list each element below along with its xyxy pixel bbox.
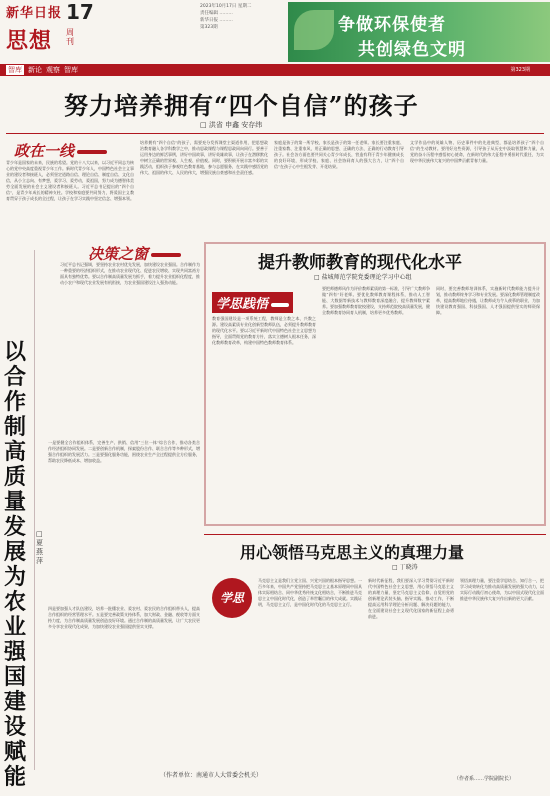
meta-line: 新华日报 ……… bbox=[200, 18, 233, 23]
nav-item[interactable]: 观察 bbox=[46, 66, 60, 74]
column-badge-label: 学思践悟 bbox=[216, 297, 269, 312]
section-nav bbox=[0, 64, 550, 76]
column-badge bbox=[14, 140, 107, 161]
badge-tail-icon bbox=[271, 303, 289, 307]
article1-col1: 青少年是国家的未来，民族的希望。党的十八大以来，以习近平同志为核心的党中央高度重视青少年工作。新时代青少年人，中国特色社会主义事业的建设者和接班人，必须坚定道路自信、理论自信、制度自信、文化自信，从小立志向、有梦想，爱学习、爱劳动，爱祖国，努力成为德智体美劳全面发展的社会主义建设者和接班人。习近平总书记提出的“四个自信”，是青少年成长的精神支柱。学校和家庭要共同努力，将爱国主义教育贯穿于孩子成长的全过程，让孩子在学习实践中坚定信念、增强本领。 bbox=[6, 160, 134, 201]
section-name: 思想 bbox=[6, 28, 53, 54]
article3-col3: 领悟真理力量，要注重学思结合、知行合一，把学习成效转化为推动高质量发展的强大动力，以实际行动践行初心使命，为以中国式现代化全面推进中华民族伟大复兴作出新的更大贡献。 bbox=[460, 578, 544, 601]
article1-col2: 培养拥有“四个自信”的孩子，需要充分发挥课堂主渠道作用，把思想政治教育融入各学科教学之中，推动思政课程与课程思政同向同行。要善于运用身边的鲜活事例，讲好中国故事，讲好英雄故事，让孩子在潜移默化中树立正确的世界观、人生观、价值观。同时，要积极开展丰富多彩的实践活动，组织孩子参观红色教育基地，参与志愿服务，在实践中感悟党的伟大、祖国的伟大、人民的伟大，增强民族自豪感和社会责任感。 bbox=[140, 140, 268, 175]
eco-banner bbox=[288, 2, 550, 62]
article1-col3: 家庭是孩子的第一所学校，家长是孩子的第一任老师。家长要注重家庭、注重家教、注重家风，用正确的思想、正确的方法、正确的行动教育引导孩子。社会各方面也要共同关心青少年成长，营造有利于青少年健康成长的良好环境，形成学校、家庭、社会协同育人的强大合力，让“四个自信”在孩子心中生根发芽、开花结果。 bbox=[274, 140, 404, 169]
article3-byline: □ 丁晓涛 bbox=[392, 564, 418, 571]
section-sub: 周刊 bbox=[66, 28, 74, 46]
column-badge bbox=[88, 243, 181, 264]
article2-col2: 要把师德师风作为评价教师素质的第一标准，引导广大教师争做“四有”好老师。要优化教师教育课程体系，推动人工智能、大数据等新技术与教师教育深度融合，提升教师数字素养。要加强教师教育院校建设，支持师范院校高质量发展，健全教师教育协同育人机制，培养更多优秀教师。 bbox=[322, 286, 430, 315]
divider bbox=[34, 250, 35, 770]
badge-tail-icon bbox=[151, 253, 181, 257]
article1-title: 努力培养拥有“四个自信”的孩子 bbox=[64, 91, 419, 120]
article2-byline: □ 盐城师范学院党委理论学习中心组 bbox=[314, 274, 412, 281]
masthead bbox=[0, 0, 550, 64]
banner-line-1: 争做环保使者 bbox=[338, 15, 446, 35]
masthead-left bbox=[6, 2, 156, 62]
vertical-article-author: □ 夏燕萍 bbox=[36, 530, 43, 565]
meta-line: 责任编辑 ……… bbox=[200, 11, 233, 16]
article3-col2: 新时代新征程，我们要深入学习贯彻习近平新时代中国特色社会主义思想，用心领悟马克思主义的真理力量，坚定马克思主义信仰，自觉用党的创新理论武装头脑、指导实践、推动工作，不断提高运用科学理论分析问题、解决问题的能力，在全面建设社会主义现代化国家的新征程上奋勇前进。 bbox=[368, 578, 454, 619]
column-badge-label: 政在一线 bbox=[14, 142, 75, 160]
article1-byline: □ 洪省 申鑫 安存纬 bbox=[200, 121, 263, 129]
divider bbox=[204, 534, 546, 535]
meta-line: 2023年10月17日 星期二 bbox=[200, 4, 252, 9]
vertical-article-col2: 一是要健全合作组织体系，完善生产、供销、信用“三位一体”综合合作，推动各类合作经济组织协同发展。二是要创新合作机制，探索股份合作、联合合作等多种形式，增强合作组织的发展活力。三是要强化服务功能，围绕农业生产全过程提供全方位服务，帮助农民降低成本、增加收益。 bbox=[48, 440, 200, 463]
banner-line-2: 共创绿色文明 bbox=[358, 40, 466, 60]
article2-col3: 同时，要完善教师培训体系，实施新时代教师能力提升计划，推动教师终身学习和专业发展。要深化教师管理制度改革，提高教师地位待遇，让教师成为令人羡慕的职业，为加快建设教育强国、科技强国、人才强国提供坚实的师资保障。 bbox=[436, 286, 540, 315]
column-badge bbox=[212, 292, 293, 313]
column-badge-label: 决策之窗 bbox=[88, 245, 149, 263]
divider bbox=[6, 133, 544, 134]
column-badge: 学思 bbox=[212, 578, 252, 618]
paper-name: 新华日报 bbox=[6, 6, 63, 21]
article3-col1: 马克思主义是我们立党立国、兴党兴国的根本指导思想。一百多年来，中国共产党坚持把马克思主义基本原理同中国具体实际相结合、同中华优秀传统文化相结合，不断推进马克思主义中国化时代化，创造了举世瞩目的伟大成就。实践证明，马克思主义行，是中国化时代化的马克思主义行。 bbox=[258, 578, 362, 607]
leaf-icon bbox=[294, 10, 334, 50]
meta-line: 第323期 bbox=[200, 25, 218, 30]
article1-col4: 文学作品中的英雄人物、历史事件中的先进典型，都是培养孩子“四个自信”的生动教材。要用好这些资源，引导孩子从历史中汲取智慧和力量，从党的奋斗历程中感悟初心使命，在新时代的伟大征程中勇担时代重任，为实现中华民族伟大复兴的中国梦贡献青春力量。 bbox=[410, 140, 544, 163]
page-number: 17 bbox=[66, 0, 94, 24]
author-affiliation: （作者单位：南通市人大常委会机关） bbox=[160, 772, 263, 779]
vertical-article-col1: 习近平总书记强调，要坚持农业农村优先发展，加快建设农业强国。合作制作为一种重要的经济组织形式，在推动农业现代化、促进农民增收、实现共同富裕方面具有独特优势。要以合作制高质量发展为抓手，着力提升农业组织化程度，推动小农户和现代农业发展有机衔接，为农业强国建设注入强劲动能。 bbox=[60, 262, 200, 285]
article2-title: 提升教师教育的现代化水平 bbox=[258, 253, 462, 273]
nav-item[interactable]: 智库 bbox=[64, 66, 78, 74]
article2-col1: 教育强国建设是一项系统工程，教师是立教之本、兴教之源。建设高素质专业化创新型教师队伍，必须提升教师教育的现代化水平。要以习近平新时代中国特色社会主义思想为指导，全面贯彻党的教育方针，落实立德树人根本任务，深化教师教育改革，构建中国特色教师教育体系。 bbox=[212, 316, 316, 345]
vertical-article-col3: 四是要加强人才队伍建设，培养一批懂农业、爱农村、爱农民的合作组织带头人，提高合作组织的经营管理水平。五是要完善政策支持体系，加大财政、金融、税收等方面支持力度，为合作制高质量发展创造良好环境。通过合作制的高质量发展，让广大农民更多分享农业现代化成果，为加快建设农业强国提供坚实支撑。 bbox=[48, 606, 200, 629]
masthead-meta bbox=[200, 3, 288, 31]
badge-tail-icon bbox=[77, 150, 107, 154]
article3-title: 用心领悟马克思主义的真理力量 bbox=[240, 543, 465, 562]
vertical-article-title: 以合作制高质量发展为农业强国建设赋能 bbox=[4, 339, 27, 790]
issue-number: 第323期 bbox=[510, 67, 530, 73]
nav-item[interactable]: 智库 bbox=[8, 66, 22, 74]
nav-item[interactable]: 新论 bbox=[28, 66, 42, 74]
author-affiliation: （作者系……学院副院长） bbox=[454, 776, 515, 782]
